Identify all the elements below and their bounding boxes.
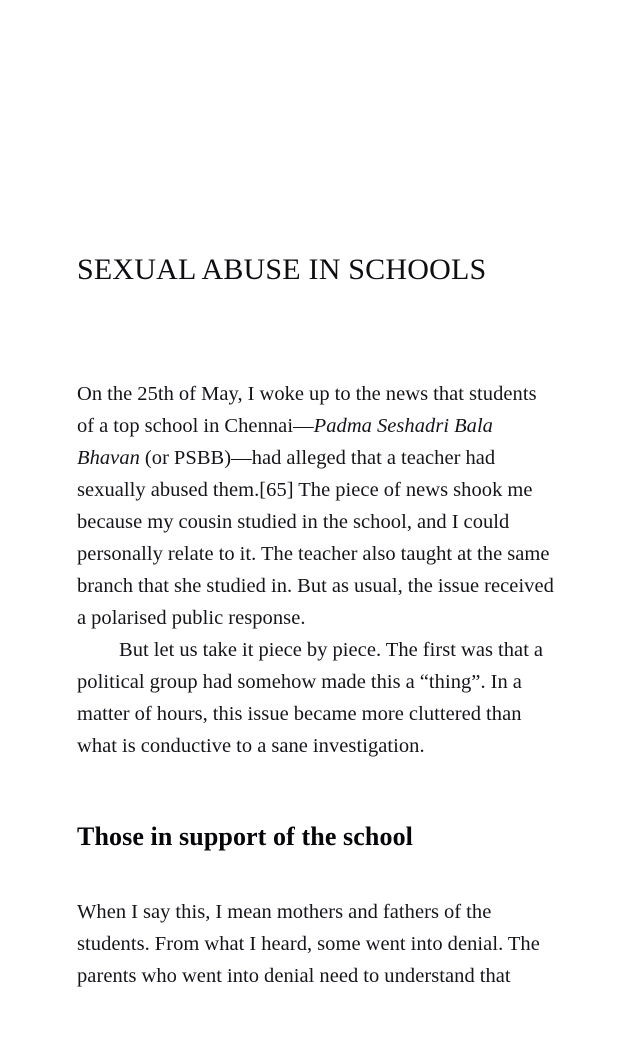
footnote-reference[interactable]: [65] xyxy=(259,479,294,501)
section-heading-support: Those in support of the school xyxy=(77,822,413,851)
chapter-title: SEXUAL ABUSE IN SCHOOLS xyxy=(77,253,487,286)
paragraph-intro-segment-3: The piece of news shook me because my cousin studied in the school, and I could personally relate to it. The teacher also taught at the same branch that she studied in. But as usual, the issue received a polarised public response. xyxy=(77,479,554,629)
page-content-column xyxy=(77,0,557,992)
school-name-emphasis: Padma Seshadri Bala Bhavan xyxy=(77,415,493,469)
paragraph-section-opening: When I say this, I mean mothers and fathers of the students. From what I heard, some went into denial. The parents who went into denial need to understand that xyxy=(77,901,540,987)
paragraph-intro-segment-1: On the 25th of May, I woke up to the news that students of a top school in Chennai— xyxy=(77,383,537,437)
paragraph-intro-segment-2: (or PSBB)—had alleged that a teacher had sexually abused them. xyxy=(77,447,496,501)
body-text-block xyxy=(77,378,557,762)
paragraph-piece-by-piece: But let us take it piece by piece. The first was that a political group had somehow made this a “thing”. In a matter of hours, this issue became more cluttered than what is conductive to a sane investigation. xyxy=(77,639,544,757)
paragraph-intro xyxy=(77,378,557,634)
